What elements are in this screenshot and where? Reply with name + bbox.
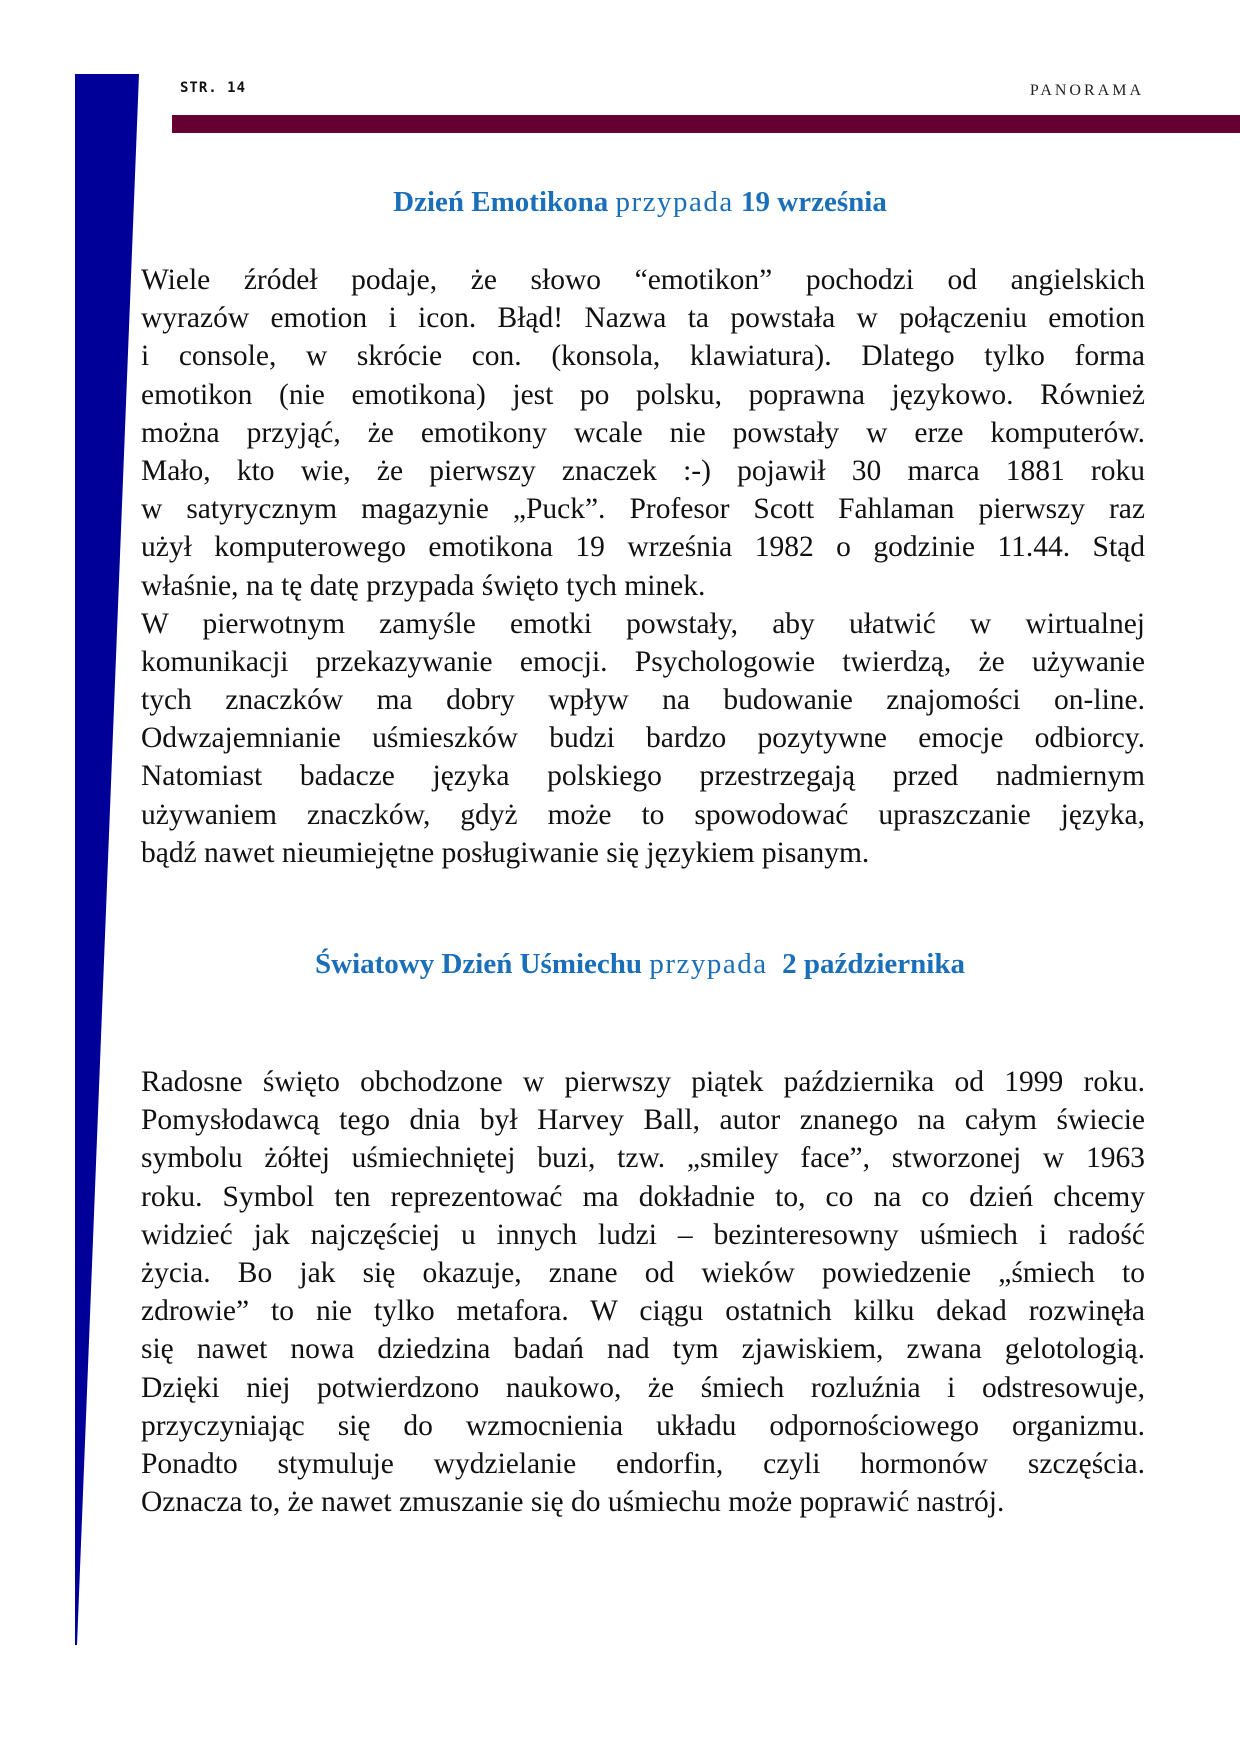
text-line: zdrowie” to nie tylko metafora. W ciągu ostatnich kilku dekad rozwinęła bbox=[141, 1295, 1145, 1328]
text-line: W pierwotnym zamyśle emotki powstały, aby ułatwić w wirtualnej bbox=[141, 607, 1145, 640]
article-body-smile-day bbox=[141, 1063, 1145, 1521]
text-line: Pomysłodawcą tego dnia był Harvey Ball, autor znanego na całym świecie bbox=[141, 1104, 1145, 1137]
text-line: i console, w skrócie con. (konsola, klawiatura). Dlatego tylko forma bbox=[141, 340, 1145, 373]
text-line: można przyjąć, że emotikony wcale nie powstały w erze komputerów. bbox=[141, 416, 1145, 449]
text-line: się nawet nowa dziedzina badań nad tym zjawiskiem, zwana gelotologią. bbox=[141, 1333, 1145, 1366]
text-line: użył komputerowego emotikona 19 września 1982 o godzinie 11.44. Stąd bbox=[141, 531, 1145, 564]
text-line: Oznacza to, że nawet zmuszanie się do uśmiechu może poprawić nastrój. bbox=[141, 1486, 1005, 1519]
text-line: przyczyniając się do wzmocnienia układu odpornościowego organizmu. bbox=[141, 1409, 1145, 1442]
text-line: tych znaczków ma dobry wpływ na budowanie znajomości on-line. bbox=[141, 684, 1145, 717]
heading-connector: przypada bbox=[615, 186, 734, 218]
text-line: widzieć jak najczęściej u innych ludzi – bezinteresowny uśmiech i radość bbox=[141, 1218, 1145, 1251]
text-line: życia. Bo jak się okazuje, znane od wieków powiedzenie „śmiech to bbox=[141, 1256, 1145, 1289]
text-line: Dzięki niej potwierdzono naukowo, że śmiech rozluźnia i odstresowuje, bbox=[141, 1371, 1145, 1404]
text-line: symbolu żółtej uśmiechniętej buzi, tzw. „smiley face”, stworzonej w 1963 bbox=[141, 1142, 1145, 1175]
article-body-emoticon-day bbox=[141, 261, 1145, 872]
section-heading-smile-day bbox=[140, 948, 1140, 981]
text-line: Odwzajemnianie uśmieszków budzi bardzo pozytywne emocje odbiorcy. bbox=[141, 722, 1145, 755]
heading-date: 19 września bbox=[741, 186, 887, 218]
heading-title: Dzień Emotikona bbox=[393, 186, 609, 218]
text-line: Ponadto stymuluje wydzielanie endorfin, czyli hormonów szczęścia. bbox=[141, 1447, 1145, 1480]
header-rule bbox=[172, 115, 1240, 133]
text-line: używaniem znaczków, gdyż może to spowodować upraszczanie języka, bbox=[141, 798, 1145, 831]
text-line: emotikon (nie emotikona) jest po polsku, poprawna językowo. Również bbox=[141, 378, 1145, 411]
section-heading-emoticon-day bbox=[140, 186, 1140, 219]
running-title: PANORAMA bbox=[1029, 82, 1144, 99]
text-line: właśnie, na tę datę przypada święto tych minek. bbox=[141, 569, 706, 602]
text-line: Wiele źródeł podaje, że słowo “emotikon” pochodzi od angielskich bbox=[141, 264, 1145, 296]
text-line: Radosne święto obchodzone w pierwszy piątek października od 1999 roku. bbox=[141, 1066, 1145, 1098]
heading-title: Światowy Dzień Uśmiechu bbox=[315, 948, 643, 980]
text-line: bądź nawet nieumiejętne posługiwanie się językiem pisanym. bbox=[141, 836, 870, 869]
text-line: roku. Symbol ten reprezentować ma dokładnie to, co na co dzień chcemy bbox=[141, 1180, 1145, 1213]
text-line: Mało, kto wie, że pierwszy znaczek :-) pojawił 30 marca 1881 roku bbox=[141, 454, 1145, 487]
text-line: w satyrycznym magazynie „Puck”. Profesor Scott Fahlaman pierwszy raz bbox=[141, 493, 1145, 526]
heading-date: 2 października bbox=[782, 948, 965, 980]
text-line: Natomiast badacze języka polskiego przestrzegają przed nadmiernym bbox=[141, 760, 1145, 793]
text-line: komunikacji przekazywanie emocji. Psychologowie twierdzą, że używanie bbox=[141, 645, 1145, 678]
page-number: STR. 14 bbox=[180, 80, 247, 96]
heading-connector: przypada bbox=[649, 948, 768, 980]
text-line: wyrazów emotion i icon. Błąd! Nazwa ta powstała w połączeniu emotion bbox=[141, 302, 1145, 335]
